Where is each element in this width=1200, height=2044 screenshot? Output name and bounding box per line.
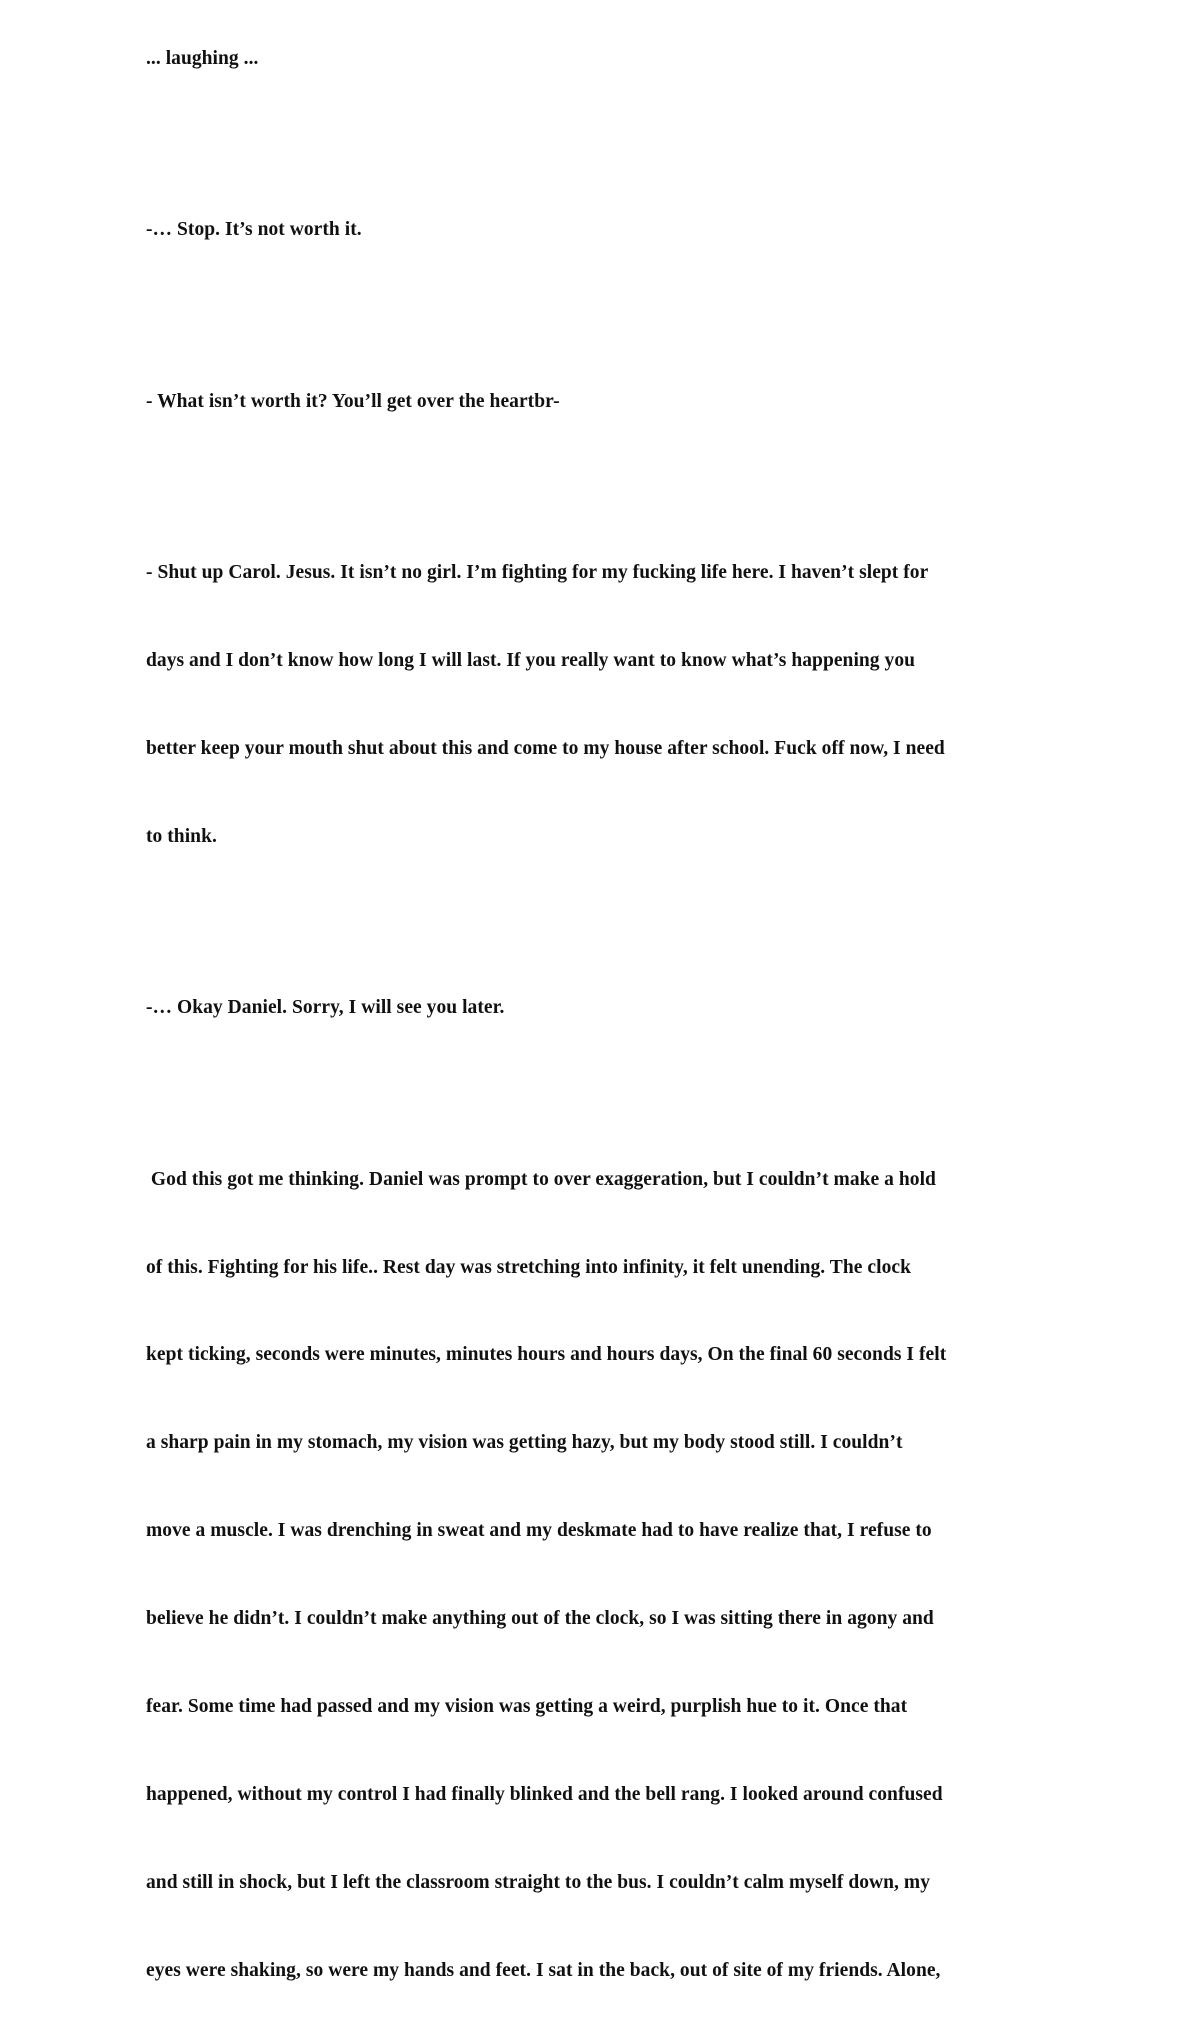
text-line: -… Stop. It’s not worth it.: [146, 219, 362, 241]
text-line: happened, without my control I had finally blinked and the bell rang. I looked around confused: [146, 1783, 943, 1805]
document-body: [146, 0, 1066, 2044]
paragraph-dialogue-okay: [146, 935, 1066, 1081]
text-line: - What isn’t worth it? You’ll get over the heartbr-: [146, 390, 560, 412]
paragraph-gap: [146, 1081, 1066, 1106]
text-line: ... laughing ...: [146, 47, 259, 69]
text-line: God this got me thinking. Daniel was prompt to over exaggeration, but I couldn’t make a hold: [146, 1168, 936, 1190]
paragraph-dialogue-stop: [146, 156, 1066, 302]
paragraph-gap: [146, 303, 1066, 328]
text-line: better keep your mouth shut about this and come to my house after school. Fuck off now, I need: [146, 737, 945, 759]
paragraph-gap: [146, 474, 1066, 499]
text-line: kept ticking, seconds were minutes, minutes hours and hours days, On the final 60 seconds I felt: [146, 1344, 947, 1366]
text-line: fear. Some time had passed and my vision was getting a weird, purplish hue to it. Once that: [146, 1696, 908, 1718]
text-line: days and I don’t know how long I will last. If you really want to know what’s happening you: [146, 649, 916, 671]
text-line: of this. Fighting for his life.. Rest day was stretching into infinity, it felt unending. The clock: [146, 1256, 911, 1278]
paragraph-gap: [146, 910, 1066, 935]
text-line: eyes were shaking, so were my hands and feet. I sat in the back, out of site of my friends. Alone,: [146, 1959, 941, 1981]
text-line: a sharp pain in my stomach, my vision was getting hazy, but my body stood still. I couldn’t: [146, 1432, 903, 1454]
partial-top-line: [146, 0, 1066, 131]
paragraph-dialogue-shut-up: [146, 499, 1066, 909]
paragraph-gap: [146, 131, 1066, 156]
paragraph-narrative: [146, 1106, 1066, 2044]
text-line: and still in shock, but I left the classroom straight to the bus. I couldn’t calm myself down, my: [146, 1871, 930, 1893]
text-line: to think.: [146, 825, 217, 847]
text-line: move a muscle. I was drenching in sweat and my deskmate had to have realize that, I refuse to: [146, 1520, 932, 1542]
paragraph-dialogue-heartbreak: [146, 328, 1066, 474]
text-line: - Shut up Carol. Jesus. It isn’t no girl. I’m fighting for my fucking life here. I haven’t slept for: [146, 562, 929, 584]
text-line: believe he didn’t. I couldn’t make anything out of the clock, so I was sitting there in agony and: [146, 1608, 934, 1630]
text-line: -… Okay Daniel. Sorry, I will see you later.: [146, 997, 505, 1019]
